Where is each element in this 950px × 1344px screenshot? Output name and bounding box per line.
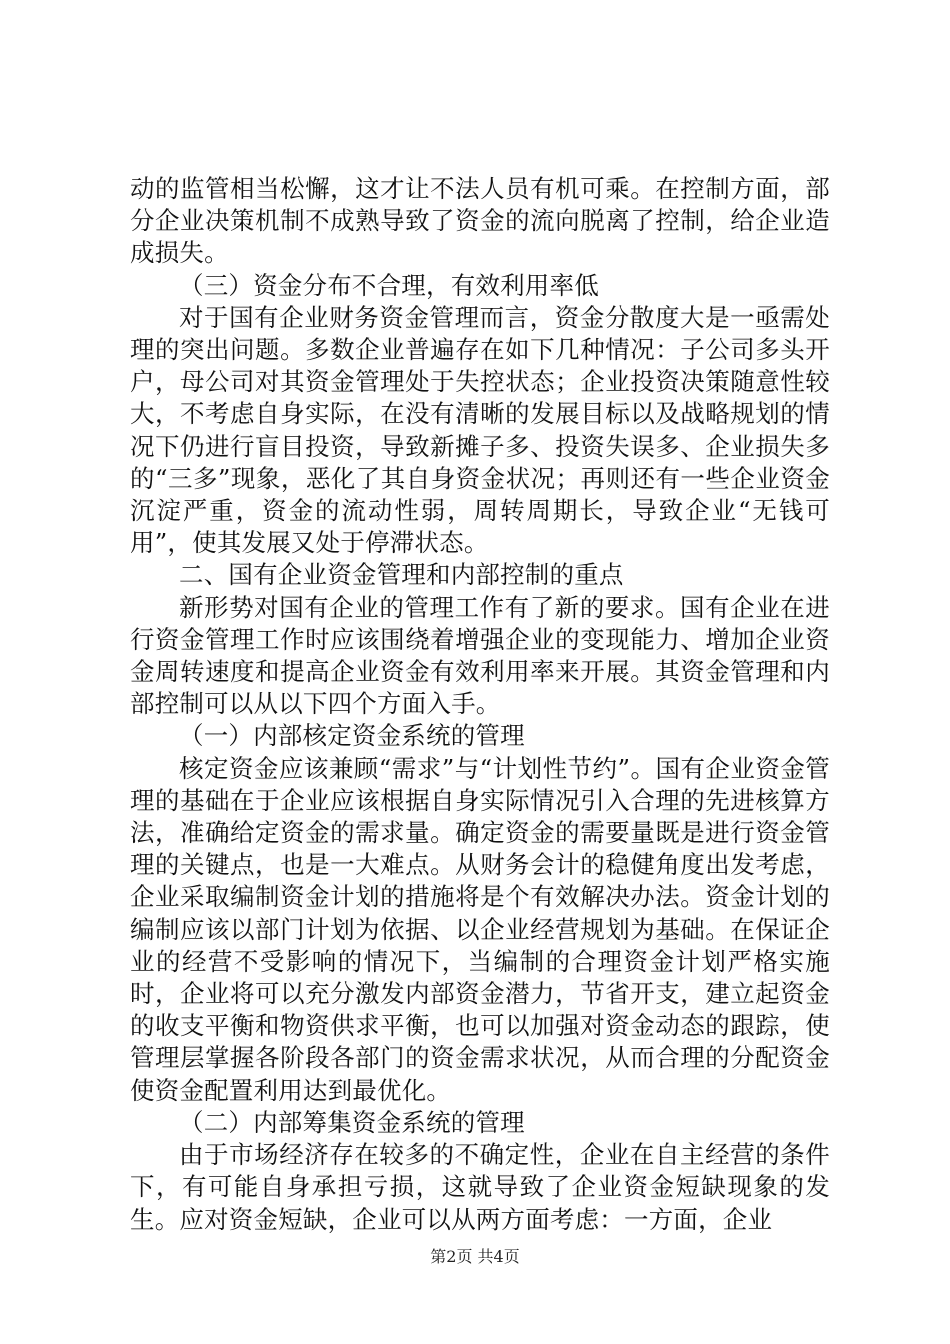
paragraph-capital-verification: 核定资金应该兼顾“需求”与“计划性节约”。国有企业资金管理的基础在于企业应该根据自身实际情况引入合理的先进核算方法，准确给定资金的需求量。确定资金的需要量既是进行资金管理的关键点，也是一大难点。从财务会计的稳健角度出发考虑，企业采取编制资金计划的措施将是个有效解决办法。资金计划的编制应该以部门计划为依据、以企业经营规划为基础。在保证企业的经营不受影响的情况下，当编制的合理资金计划严格实施时，企业将可以充分激发内部资金潜力，节省开支，建立起资金的收支平衡和物资供求平衡，也可以加强对资金动态的跟踪，使管理层掌握各阶段各部门的资金需求状况，从而合理的分配资金使资金配置利用达到最优化。 — [130, 753, 830, 1105]
paragraph-capital-dispersion: 对于国有企业财务资金管理而言，资金分散度大是一亟需处理的突出问题。多数企业普遍存在如下几种情况：子公司多头开户，母公司对其资金管理处于失控状态；企业投资决策随意性较大，不考虑自身实际，在没有清晰的发展目标以及战略规划的情况下仍进行盲目投资，导致新摊子多、投资失误多、企业损失多的“三多”现象，恶化了其自身资金状况；再则还有一些企业资金沉淀严重，资金的流动性弱，周转周期长，导致企业“无钱可用”，使其发展又处于停滞状态。 — [130, 302, 830, 558]
page-footer: 第2页 共4页 — [430, 1247, 520, 1266]
section-heading-2: （二）内部筹集资金系统的管理 — [179, 1107, 525, 1137]
section-heading-3: （三）资金分布不合理，有效利用率低 — [179, 270, 599, 300]
paragraph-fundraising: 由于市场经济存在较多的不确定性，企业在自主经营的条件下，有可能自身承担亏损，这就导致了企业资金短缺现象的发生。应对资金短缺，企业可以从两方面考虑：一方面，企业 — [130, 1140, 830, 1234]
section-heading-1: （一）内部核定资金系统的管理 — [179, 721, 525, 751]
paragraph-new-requirements: 新形势对国有企业的管理工作有了新的要求。国有企业在进行资金管理工作时应该围绕着增强企业的变现能力、增加企业资金周转速度和提高企业资金有效利用率来开展。其资金管理和内部控制可以从以下四个方面入手。 — [130, 592, 830, 719]
chapter-heading-2: 二、国有企业资金管理和内部控制的重点 — [179, 560, 624, 590]
document-body — [130, 173, 830, 1236]
paragraph-continuation: 动的监管相当松懈，这才让不法人员有机可乘。在控制方面，部分企业决策机制不成熟导致了资金的流向脱离了控制，给企业造成损失。 — [130, 174, 830, 268]
